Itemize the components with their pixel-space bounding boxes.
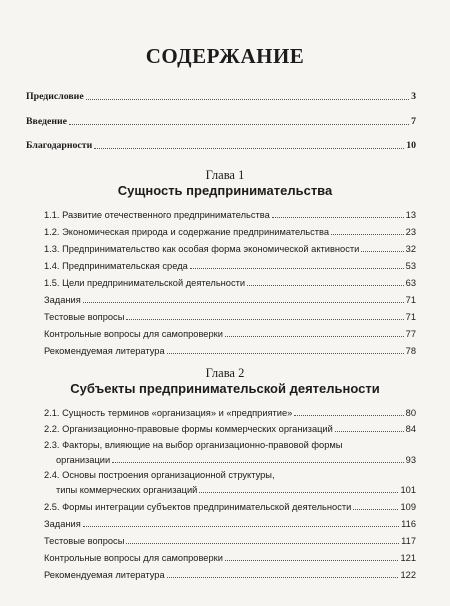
toc-entry[interactable] (44, 469, 416, 496)
entry-page: 121 (400, 553, 416, 563)
entry-title: Задания (44, 295, 81, 305)
toc-entry[interactable] (44, 294, 416, 306)
leader-dots (126, 543, 399, 544)
leader-dots (167, 577, 399, 578)
entry-title: 2.2. Организационно-правовые формы коммерческих организаций (44, 424, 333, 434)
entry-page: 80 (405, 408, 416, 418)
leader-dots (335, 431, 404, 432)
chapter-title: Субъекты предпринимательской деятельности (70, 381, 380, 396)
entry-title: Контрольные вопросы для самопроверки (44, 553, 223, 563)
entry-page: 78 (405, 346, 416, 356)
leader-dots (112, 462, 403, 463)
entry-title: 2.5. Формы интеграции субъектов предпринимательской деятельности (44, 502, 352, 512)
entry-title: Предисловие (26, 91, 84, 102)
leader-dots (167, 353, 404, 354)
entry-title: 1.2. Экономическая природа и содержание предпринимательства (44, 227, 330, 237)
leader-dots (126, 319, 403, 320)
toc-entry-preface[interactable] (26, 91, 416, 103)
leader-dots (225, 336, 404, 337)
toc-entry-intro[interactable] (26, 116, 416, 128)
toc-entry[interactable] (44, 501, 416, 513)
entry-page: 71 (405, 312, 416, 322)
leader-dots (83, 526, 399, 527)
chapter-label: Глава 1 (205, 168, 245, 182)
leader-dots (225, 560, 399, 561)
entry-page: 7 (411, 116, 416, 127)
entry-title: 1.3. Предпринимательство как особая форма экономической активности (44, 244, 360, 254)
entry-page: 93 (405, 455, 416, 465)
toc-entry[interactable] (44, 535, 416, 547)
entry-title-line1: 2.4. Основы построения организационной структуры, (44, 470, 275, 480)
entry-title-line2: организации (56, 455, 111, 465)
entry-page: 23 (405, 227, 416, 237)
leader-dots (190, 268, 404, 269)
entry-page: 77 (405, 329, 416, 339)
leader-dots (199, 492, 398, 493)
entry-page: 32 (405, 244, 416, 254)
leader-dots (361, 251, 403, 252)
entry-page: 13 (405, 210, 416, 220)
leader-dots (83, 302, 404, 303)
chapter-label: Глава 2 (205, 366, 245, 380)
entry-title: Контрольные вопросы для самопроверки (44, 329, 223, 339)
toc-entry[interactable] (44, 407, 416, 419)
toc-entry[interactable] (44, 243, 416, 255)
toc-entry[interactable] (44, 569, 416, 581)
toc-entry[interactable] (44, 439, 416, 466)
entry-page: 3 (411, 91, 416, 102)
entry-page: 10 (406, 140, 416, 151)
toc-entry[interactable] (44, 277, 416, 289)
page-title: СОДЕРЖАНИЕ (145, 44, 305, 68)
leader-dots (331, 234, 404, 235)
toc-entry[interactable] (44, 209, 416, 221)
entry-title: Задания (44, 519, 81, 529)
leader-dots (294, 415, 403, 416)
leader-dots (353, 509, 398, 510)
entry-title-line1: 2.3. Факторы, влияющие на выбор организационно-правовой формы (44, 440, 343, 450)
toc-entry[interactable] (44, 226, 416, 238)
leader-dots (94, 148, 404, 149)
chapter-title: Сущность предпринимательства (117, 183, 333, 198)
toc-entry[interactable] (44, 311, 416, 323)
toc-entry[interactable] (44, 260, 416, 272)
entry-title: Рекомендуемая литература (44, 570, 165, 580)
entry-page: 71 (405, 295, 416, 305)
entry-page: 53 (405, 261, 416, 271)
entry-title: Благодарности (26, 140, 93, 151)
entry-title-line2: типы коммерческих организаций (56, 485, 198, 495)
toc-entry[interactable] (44, 552, 416, 564)
entry-title: 1.4. Предпринимательская среда (44, 261, 188, 271)
entry-title: 2.1. Сущность терминов «организация» и «предприятие» (44, 408, 293, 418)
toc-entry-thanks[interactable] (26, 140, 416, 152)
entry-title: Рекомендуемая литература (44, 346, 165, 356)
entry-page: 101 (400, 485, 416, 495)
entry-page: 116 (401, 519, 416, 529)
leader-dots (272, 217, 404, 218)
entry-page: 63 (405, 278, 416, 288)
entry-title: 1.1. Развитие отечественного предпринимательства (44, 210, 270, 220)
leader-dots (247, 285, 404, 286)
entry-page: 84 (405, 424, 416, 434)
leader-dots (69, 124, 409, 125)
entry-title: 1.5. Цели предпринимательской деятельности (44, 278, 246, 288)
entry-page: 109 (400, 502, 416, 512)
entry-title: Тестовые вопросы (44, 312, 125, 322)
entry-page: 117 (401, 536, 416, 546)
entry-page: 122 (400, 570, 416, 580)
toc-entry[interactable] (44, 423, 416, 435)
toc-entry[interactable] (44, 328, 416, 340)
toc-entry[interactable] (44, 518, 416, 530)
toc-entry[interactable] (44, 345, 416, 357)
entry-title: Введение (26, 116, 67, 127)
entry-title: Тестовые вопросы (44, 536, 125, 546)
leader-dots (86, 99, 409, 100)
